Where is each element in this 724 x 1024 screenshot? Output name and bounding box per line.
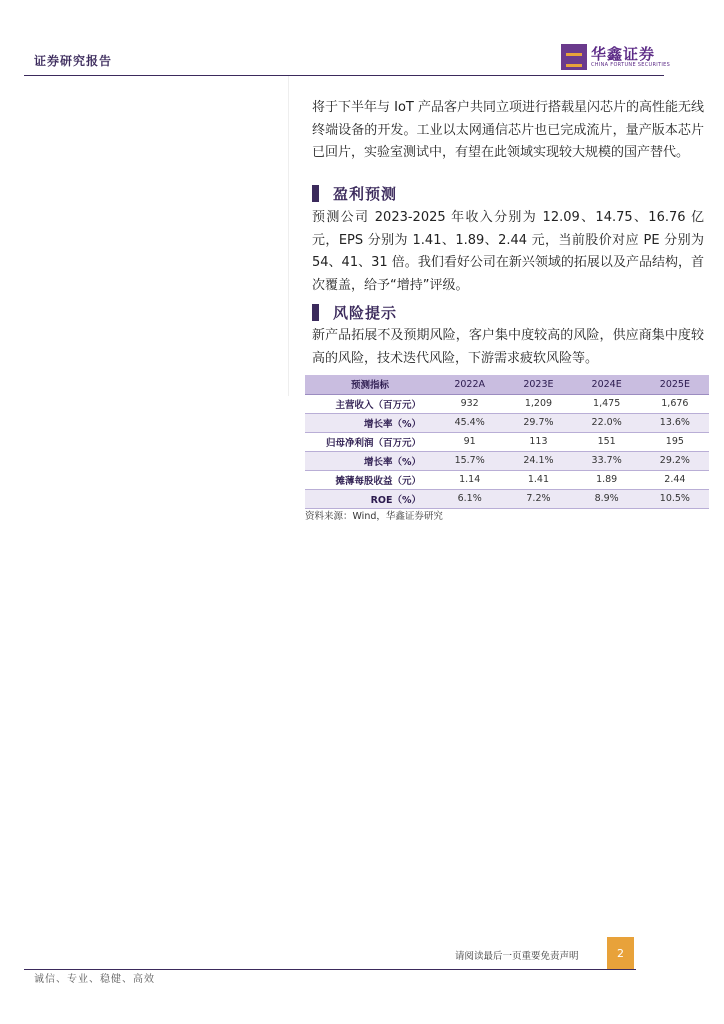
table-row (305, 470, 709, 489)
table-cell: 1,209 (504, 394, 572, 413)
table-cell: 7.2% (504, 489, 572, 508)
logo-name-en: CHINA FORTUNE SECURITIES (591, 61, 671, 68)
table-row (305, 451, 709, 470)
intro-paragraph: 将于下半年与 IoT 产品客户共同立项进行搭载星闪芯片的高性能无线终端设备的开发。工业以太网通信芯片也已完成流片，量产版本芯片已回片，实验室测试中，有望在此领域实现较大规模的国产替代。 (312, 100, 704, 160)
table-header-cell: 2023E (504, 375, 572, 394)
table-cell: 195 (641, 432, 709, 451)
disclaimer-note: 请阅读最后一页重要免责声明 (455, 951, 579, 962)
table-header-row (305, 375, 709, 394)
table-cell: 1.41 (504, 470, 572, 489)
table-cell: 29.7% (504, 413, 572, 432)
table-row (305, 432, 709, 451)
table-header-cell: 2025E (641, 375, 709, 394)
section-heading-risk (312, 302, 397, 323)
table-cell: 8.9% (573, 489, 641, 508)
column-divider (288, 76, 289, 396)
table-cell: 45.4% (435, 413, 504, 432)
table-cell: 24.1% (504, 451, 572, 470)
table-cell: 91 (435, 432, 504, 451)
profit-forecast-paragraph: 预测公司 2023-2025 年收入分别为 12.09、14.75、16.76 亿元，EPS 分别为 1.41、1.89、2.44 元，当前股价对应 PE 分别为 54、41、31 倍。我们看好公司在新兴领域的拓展以及产品结构，首次覆盖，给予“增持”评级。 (312, 210, 704, 293)
table-cell: 15.7% (435, 451, 504, 470)
section-heading-profit-forecast (312, 183, 397, 204)
table-cell: 1.14 (435, 470, 504, 489)
row-label: 增长率（%） (305, 451, 435, 470)
report-type-title: 证券研究报告 (34, 54, 113, 68)
table-cell: 1.89 (573, 470, 641, 489)
table-cell: 6.1% (435, 489, 504, 508)
section-marker-icon (312, 304, 319, 321)
logo-mark-icon (561, 44, 587, 70)
section-marker-icon (312, 185, 319, 202)
table-cell: 10.5% (641, 489, 709, 508)
section-title: 盈利预测 (333, 185, 398, 203)
risk-paragraph: 新产品拓展不及预期风险，客户集中度较高的风险，供应商集中度较高的风险，技术迭代风险，下游需求疲软风险等。 (312, 328, 704, 366)
table-cell: 2.44 (641, 470, 709, 489)
table-cell: 932 (435, 394, 504, 413)
company-logo (561, 44, 670, 70)
table-cell: 113 (504, 432, 572, 451)
table-row (305, 413, 709, 432)
table-cell: 151 (573, 432, 641, 451)
table-cell: 1,676 (641, 394, 709, 413)
row-label: 摊薄每股收益（元） (305, 470, 435, 489)
table-header-cell: 预测指标 (305, 375, 435, 394)
table-row (305, 489, 709, 508)
page-number: 2 (607, 937, 634, 969)
section-title: 风险提示 (333, 304, 398, 322)
table-header-cell: 2024E (573, 375, 641, 394)
table-cell: 13.6% (641, 413, 709, 432)
row-label: 归母净利润（百万元） (305, 432, 435, 451)
table-cell: 22.0% (573, 413, 641, 432)
row-label: 主营收入（百万元） (305, 394, 435, 413)
table-cell: 33.7% (573, 451, 641, 470)
row-label: 增长率（%） (305, 413, 435, 432)
table-cell: 29.2% (641, 451, 709, 470)
table-row (305, 394, 709, 413)
header-divider (24, 75, 664, 76)
table-header-cell: 2022A (435, 375, 504, 394)
table-source: 资料来源：Wind，华鑫证券研究 (305, 511, 443, 522)
footer-motto: 诚信、专业、稳健、高效 (34, 974, 155, 985)
row-label: ROE（%） (305, 489, 435, 508)
table-cell: 1,475 (573, 394, 641, 413)
forecast-table (305, 375, 709, 509)
logo-name-cn: 华鑫证券 (591, 44, 656, 63)
